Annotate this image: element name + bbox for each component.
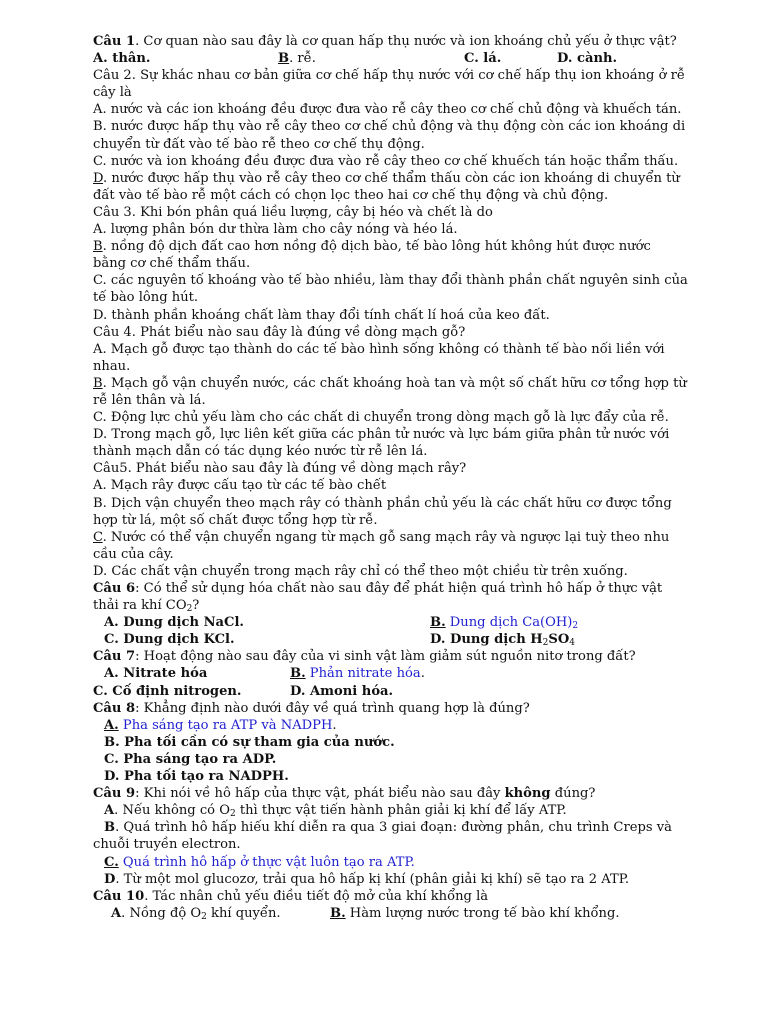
- q2-option-a: A. nước và các ion khoáng đều được đưa vào rễ cây theo cơ chế chủ động và khuếch tán.: [93, 102, 682, 118]
- q7-option-a: A. Nitrate hóa: [104, 666, 208, 682]
- question-7-stem: Câu 7: Hoạt động nào sau đây của vi sinh vật làm giảm sút nguồn nitơ trong đất?: [93, 649, 636, 665]
- q9-option-b-line-1: B. Quá trình hô hấp hiếu khí diễn ra qua 3 giai đoạn: đường phân, chu trình Creps và: [104, 820, 672, 836]
- question-3-stem: Câu 3. Khi bón phân quá liều lượng, cây bị héo và chết là do: [93, 204, 493, 220]
- q4-option-d-line-1: D. Trong mạch gỗ, lực liên kết giữa các phân tử nước và lực bám giữa phân tử nước với: [93, 427, 670, 443]
- question-8-number: Câu 8: [93, 700, 136, 716]
- q4-option-a-line-2: nhau.: [93, 358, 131, 374]
- question-1-text: . Cơ quan nào sau đây là cơ quan hấp thụ nước và ion khoáng chủ yếu ở thực vật?: [135, 34, 677, 49]
- q2-option-b-line-1: B. nước được hấp thụ vào rễ cây theo cơ chế chủ động và thụ động còn các ion khoáng di: [93, 119, 686, 135]
- q4-option-b-line-1: B. Mạch gỗ vận chuyển nước, các chất khoáng hoà tan và một số chất hữu cơ tổng hợp từ: [93, 375, 687, 391]
- question-5-stem: Câu5. Phát biểu nào sau đây là đúng về dòng mạch rây?: [93, 461, 467, 477]
- q7-option-c: C. Cố định nitrogen.: [93, 683, 242, 699]
- q9-option-a: A. Nếu không có $O_2$ thì thực vật tiến hành phân giải kị khí để lấy ATP.: [104, 803, 567, 820]
- q6-option-a: A. Dung dịch NaCl.: [104, 615, 244, 631]
- q9-option-b-line-2: chuỗi truyền electron.: [93, 837, 241, 853]
- question-7-number: Câu 7: [93, 649, 136, 665]
- q9-option-d: D. Từ một mol glucozơ, trải qua hô hấp kị khí (phân giải kị khí) sẽ tạo ra 2 ATP.: [104, 871, 630, 887]
- q3-option-c-line-2: tế bào lông hút.: [93, 290, 199, 306]
- q8-option-a: A. Pha sáng tạo ra ATP và NADPH.: [104, 717, 337, 733]
- q1-option-b: B. rễ.: [278, 51, 316, 67]
- q5-option-b-line-1: B. Dịch vận chuyển theo mạch rây có thành phần chủ yếu là các chất hữu cơ được tổng: [93, 495, 672, 511]
- q6-option-c: C. Dung dịch KCl.: [104, 632, 235, 648]
- q6-option-b: B. Dung dịch $Ca(OH)_2$: [430, 615, 579, 632]
- q1-option-c: C. lá.: [464, 51, 502, 67]
- q5-option-a: A. Mạch rây được cấu tạo từ các tế bào chết: [93, 478, 387, 494]
- q3-option-a: A. lượng phân bón dư thừa làm cho cây nóng và héo lá.: [93, 222, 458, 238]
- q7-options-row-1: [93, 665, 693, 682]
- q1-option-a: A. thân.: [93, 51, 151, 67]
- q6-option-d: D. Dung dịch $H_2SO_4$: [430, 632, 576, 649]
- q5-option-b-line-2: hợp từ lá, một số chất được tổng hợp từ rễ.: [93, 512, 378, 528]
- q4-option-d-line-2: thành mạch dẫn có tác dụng kéo nước từ rễ lên lá.: [93, 444, 428, 460]
- q10-options-row: [93, 905, 693, 922]
- question-1-options: [93, 50, 693, 67]
- q1-option-d: D. cành.: [557, 51, 618, 67]
- question-1-number: Câu 1: [93, 34, 136, 49]
- q10-option-b: B. Hàm lượng nước trong tế bào khí khổng.: [330, 905, 620, 921]
- q7-option-b: B. Phản nitrate hóa.: [290, 666, 425, 682]
- question-4-stem: Câu 4. Phát biểu nào sau đây là đúng về dòng mạch gỗ?: [93, 324, 466, 340]
- q5-option-c-line-2: cầu của cây.: [93, 546, 174, 562]
- question-10-stem: Câu 10. Tác nhân chủ yếu điều tiết độ mở của khí khổng là: [93, 888, 489, 904]
- question-2-stem-line-1: Câu 2. Sự khác nhau cơ bản giữa cơ chế hấp thụ nước với cơ chế hấp thụ ion khoáng ở rễ: [93, 68, 685, 84]
- q4-option-b-line-2: rễ lên thân và lá.: [93, 392, 206, 408]
- q8-option-b: B. Pha tối cần có sự tham gia của nước.: [104, 734, 395, 750]
- q8-option-d: D. Pha tối tạo ra NADPH.: [104, 769, 289, 785]
- document-page: [93, 33, 693, 922]
- question-9-number: Câu 9: [93, 786, 136, 802]
- q3-option-b-line-2: bằng cơ chế thẩm thấu.: [93, 256, 251, 272]
- question-9-stem: Câu 9: Khi nói về hô hấp của thực vật, phát biểu nào sau đây không đúng?: [93, 786, 596, 802]
- q2-option-d-line-1: D. nước được hấp thụ vào rễ cây theo cơ chế thẩm thấu còn các ion khoáng di chuyển từ: [93, 170, 680, 186]
- q10-option-a: A. Nồng độ $O_2$ khí quyển.: [111, 905, 281, 922]
- q7-options-row-2: [93, 683, 693, 700]
- question-6-stem-line-1: Câu 6: Có thể sử dụng hóa chất nào sau đây để phát hiện quá trình hô hấp ở thực vật: [93, 581, 663, 596]
- q3-option-d: D. thành phần khoáng chất làm thay đổi tính chất lí hoá của keo đất.: [93, 307, 550, 323]
- q4-option-c: C. Động lực chủ yếu làm cho các chất di chuyển trong dòng mạch gỗ là lực đẩy của rễ.: [93, 410, 669, 426]
- q5-option-c-line-1: C. Nước có thể vận chuyển ngang từ mạch gỗ sang mạch rây và ngược lại tuỳ theo nhu: [93, 529, 670, 545]
- q8-option-c: C. Pha sáng tạo ra ADP.: [104, 751, 277, 767]
- q6-options-row-2: [93, 631, 693, 648]
- q3-option-b-line-1: B. nồng độ dịch đất cao hơn nồng độ dịch bào, tế bào lông hút không hút được nước: [93, 239, 651, 255]
- q5-option-d: D. Các chất vận chuyển trong mạch rây chỉ có thể theo một chiều từ trên xuống.: [93, 563, 628, 579]
- q4-option-a-line-1: A. Mạch gỗ được tạo thành do các tế bào hình sống không có thành tế bào nối liền với: [93, 341, 665, 357]
- question-8-stem: Câu 8: Khẳng định nào dưới đây về quá trình quang hợp là đúng?: [93, 700, 530, 716]
- q2-option-b-line-2: chuyển từ đất vào tế bào rễ theo cơ chế thụ động.: [93, 136, 425, 152]
- question-10-number: Câu 10: [93, 888, 145, 904]
- q7-option-d: D. Amoni hóa.: [290, 683, 394, 699]
- q2-option-d-line-2: đất vào tế bào rễ một cách có chọn lọc theo hai cơ chế thụ động và chủ động.: [93, 187, 609, 203]
- question-2-stem-line-2: cây là: [93, 85, 132, 101]
- q6-options-row-1: [93, 614, 693, 631]
- question-6-stem-line-2: thải ra khí $CO_2$?: [93, 598, 200, 615]
- q9-option-c: C. Quá trình hô hấp ở thực vật luôn tạo ra ATP.: [104, 854, 415, 870]
- question-6-number: Câu 6: [93, 581, 136, 596]
- question-1-stem: [93, 33, 693, 50]
- q3-option-c-line-1: C. các nguyên tố khoáng vào tế bào nhiều, làm thay đổi thành phần chất nguyên sinh của: [93, 273, 688, 289]
- q2-option-c: C. nước và ion khoáng đều được đưa vào rễ cây theo cơ chế khuếch tán hoặc thẩm thấu.: [93, 153, 679, 169]
